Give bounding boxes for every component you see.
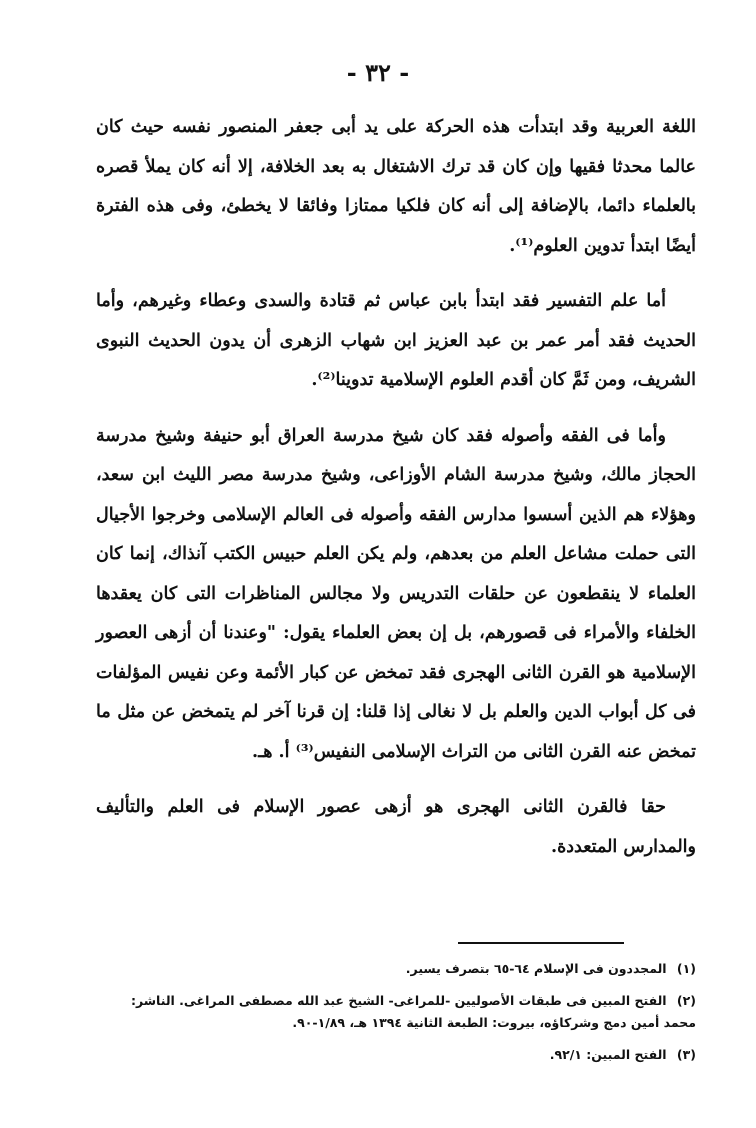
- footnote: [96, 990, 696, 1034]
- paragraph: حقا فالقرن الثانى الهجرى هو أزهى عصور الإسلام فى العلم والتأليف والمدارس المتعددة.: [96, 797, 696, 857]
- footnote: [96, 958, 696, 980]
- footnote-mark: (٢): [676, 993, 696, 1008]
- paragraph: اللغة العربية وقد ابتدأت هذه الحركة على يد أبى جعفر المنصور نفسه حيث كان عالما محدثا فقيها وإن كان قد ترك الاشتغال به بعد الخلافة، إلا أنه كان يملأ قصره بالعلماء دائما، بالإضافة إلى أنه كان فلكيا ممتازا وفائقا لا يخطئ، وفى هذه الفترة أيضًا ابتدأ تدوين العلوم⁽¹⁾.: [96, 117, 696, 256]
- footnote-text: المجددون فى الإسلام ٦٤-٦٥ بتصرف يسير.: [405, 961, 667, 976]
- footnote: [96, 1044, 696, 1066]
- footnote-mark: (١): [676, 961, 696, 976]
- footnotes: [96, 958, 696, 1076]
- paragraph: أما علم التفسير فقد ابتدأ بابن عباس ثم قتادة والسدى وعطاء وغيرهم، وأما الحديث فقد أمر عمر بن عبد العزيز ابن شهاب الزهرى أن يدون الحديث النبوى الشريف، ومن ثَمَّ كان أقدم العلوم الإسلامية تدوينا⁽²⁾.: [96, 291, 696, 390]
- footnote-text: الفتح المبين: ٩٢/١.: [549, 1047, 667, 1062]
- footnote-divider: [458, 942, 624, 944]
- paragraph: وأما فى الفقه وأصوله فقد كان شيخ مدرسة العراق أبو حنيفة وشيخ مدرسة الحجاز مالك، وشيخ مدرسة الشام الأوزاعى، وشيخ مدرسة مصر الليث ابن سعد، وهؤلاء هم الذين أسسوا مدارس الفقه وأصوله فى العالم الإسلامى وخرجوا الأجيال التى حملت مشاعل العلم من بعدهم، ولم يكن العلم حبيس الكتب آنذاك، إنما كان العلماء لا ينقطعون عن حلقات التدريس ولا مجالس المناظرات التى كان يعقدها الخلفاء والأمراء فى قصورهم، بل إن بعض العلماء يقول: "وعندنا أن أزهى العصور الإسلامية هو القرن الثانى الهجرى فقد تمخض عن كبار الأئمة وعن نفيس المؤلفات فى كل أبواب الدين والعلم بل لا نغالى إذا قلنا: إن قرنا آخر لم يتمخض عن مثل ما تمخض عنه القرن الثانى من التراث الإسلامى النفيس⁽³⁾ أ. هـ.: [96, 425, 696, 762]
- footnote-text: الفتح المبين فى طبقات الأصوليين -للمراغى- الشيخ عبد الله مصطفى المراغى. الناشر: محمد أمين دمج وشركاؤه، بيروت: الطبعة الثانية ١٣٩٤ هـ، ١/٨٩-٩٠.: [130, 993, 696, 1030]
- main-text: [96, 108, 696, 883]
- footnote-mark: (٣): [676, 1047, 696, 1062]
- page-number: - ٣٢ -: [346, 58, 410, 87]
